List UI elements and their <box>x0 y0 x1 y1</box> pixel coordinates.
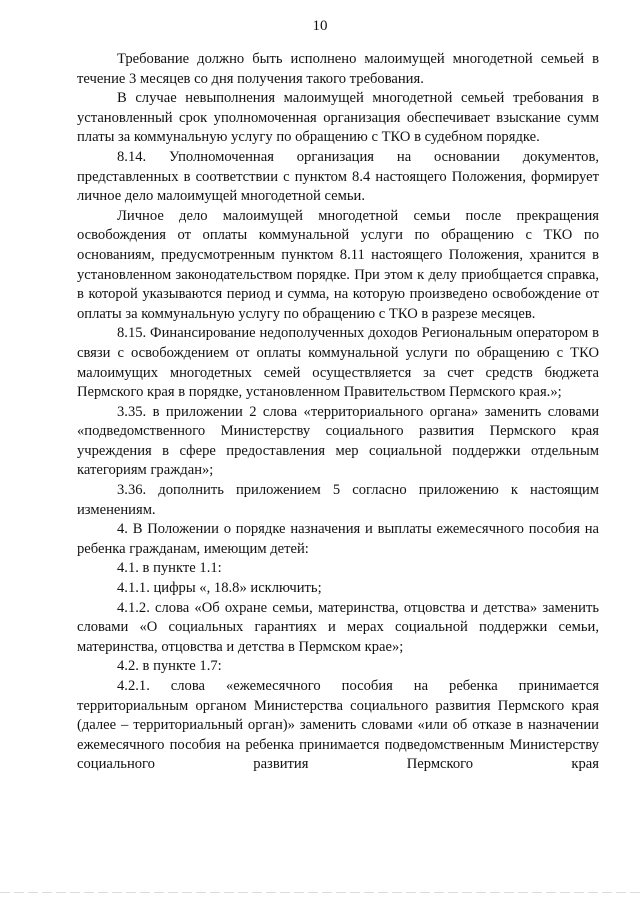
paragraph-4-1: 4.1. в пункте 1.1: <box>117 560 222 577</box>
paragraph-personal-file: Личное дело малоимущей многодетной семьи после прекращения освобождения от оплаты коммунальной услуги по обращению с ТКО по основаниям, предусмотренным пунктом 8.11 настоящего Положения, хранится в установленном законодательством порядке. При этом к делу приобщается справка, в которой указываются период и сумма, на которую произведено освобождение от оплаты за коммунальную услугу по обращению с ТКО в разрезе месяцев. <box>77 207 599 322</box>
paragraph-4-1-2: 4.1.2. слова «Об охране семьи, материнства, отцовства и детства» заменить словами «О социальных гарантиях и мерах социальной поддержки семьи, материнства, отцовства и детства в Пермском крае»; <box>77 599 599 655</box>
paragraph-non-fulfillment: В случае невыполнения малоимущей многодетной семьей требования в установленный срок уполномоченная организация обеспечивает взыскание сумм платы за коммунальную услугу по обращению с ТКО в судебном порядке. <box>77 90 599 146</box>
paragraph-3-36: 3.36. дополнить приложением 5 согласно приложению к настоящим изменениям. <box>77 482 599 518</box>
paragraph-4-2: 4.2. в пункте 1.7: <box>117 658 222 675</box>
document-body <box>77 50 599 775</box>
paragraph-8-14: 8.14. Уполномоченная организация на основании документов, представленных в соответствии с пунктом 8.4 настоящего Положения, формирует личное дело малоимущей многодетной семьи. <box>77 148 599 205</box>
paragraph-3-35: 3.35. в приложении 2 слова «территориального органа» заменить словами «подведомственного Министерству социального развития Пермского края учреждения в сфере предоставления мер социальной поддержки отдельным категориям граждан»; <box>77 403 599 479</box>
paragraph-4: 4. В Положении о порядке назначения и выплаты ежемесячного пособия на ребенка гражданам, имеющим детей: <box>77 521 599 557</box>
page-number: 10 <box>312 18 328 34</box>
paragraph-requirement-deadline: Требование должно быть исполнено малоимущей многодетной семьей в течение 3 месяцев со дня получения такого требования. <box>77 51 599 87</box>
paragraph-4-1-1: 4.1.1. цифры «, 18.8» исключить; <box>117 580 322 597</box>
paragraph-8-15: 8.15. Финансирование недополученных доходов Региональным оператором в связи с освобождением от оплаты коммунальной услуги по обращению с ТКО малоимущих многодетных семей осуществляется за счет средств бюджета Пермского края в порядке, установленном Правительством Пермского края.»; <box>77 325 599 401</box>
paragraph-4-2-1: 4.2.1. слова «ежемесячного пособия на ребенка принимается территориальным органом Министерства социального развития Пермского края (далее – территориальный орган)» заменить словами «или об отказе в назначении ежемесячного пособия на ребенка принимается подведомственным Министерству социального развития Пермского края <box>77 678 599 773</box>
page-bottom-edge <box>0 892 640 893</box>
